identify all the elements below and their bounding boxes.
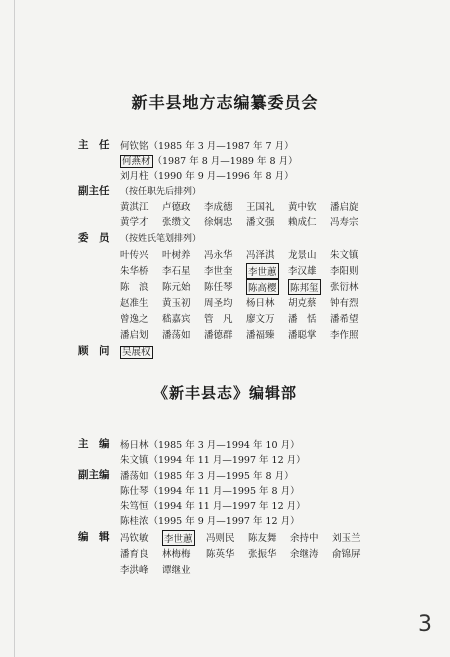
name-entry: 李汉雄 bbox=[288, 266, 317, 277]
name-entry: 赖成仁 bbox=[288, 217, 317, 228]
name-entry: 冯则民 bbox=[206, 533, 235, 544]
name-entry: 李石星 bbox=[162, 266, 191, 277]
name-entry: 曾逸之 bbox=[120, 314, 149, 325]
name-entry: 潘 恬 bbox=[288, 314, 317, 325]
name-entry: 冯永华 bbox=[204, 250, 233, 261]
director-line bbox=[120, 168, 294, 182]
name-entry: 李世蕙 bbox=[246, 263, 279, 279]
name-entry: 管 凡 bbox=[204, 314, 233, 325]
name-entry: 冯寿宗 bbox=[330, 217, 359, 228]
director-label: 主 任 bbox=[78, 139, 110, 151]
name-entry: 潘福臻 bbox=[246, 330, 275, 341]
name-entry: 钟有烈 bbox=[330, 298, 359, 309]
name-entry: 陈邦玺 bbox=[288, 279, 321, 295]
name-entry: 张振华 bbox=[248, 549, 277, 560]
editor-label: 编 辑 bbox=[78, 531, 110, 543]
name-entry: 潘荡如 bbox=[162, 330, 191, 341]
name-entry: 林梅梅 bbox=[162, 549, 191, 560]
name-entry: 陈元始 bbox=[162, 282, 191, 293]
name-entry: 俞锦屏 bbox=[332, 549, 361, 560]
committee-title: 新丰县地方志编纂委员会 bbox=[131, 93, 319, 112]
name-entry: 潘德群 bbox=[204, 330, 233, 341]
director-line bbox=[120, 153, 298, 167]
name-entry: 余继涛 bbox=[290, 549, 319, 560]
editorial-title: 《新丰县志》编辑部 bbox=[152, 384, 297, 402]
name-entry: 龙景山 bbox=[288, 250, 317, 261]
name-entry: 潘育良 bbox=[120, 549, 149, 560]
name-entry: 朱华桥 bbox=[120, 266, 149, 277]
name-entry: 陈英华 bbox=[206, 549, 235, 560]
name-entry: 徐炯忠 bbox=[204, 217, 233, 228]
vice-director-note: （按任职先后排列） bbox=[120, 187, 202, 197]
editor-term: （1994 年 11 月—1995 年 8 月） bbox=[148, 486, 300, 497]
name-entry: 张衍林 bbox=[330, 282, 359, 293]
name-entry: 李阳则 bbox=[330, 266, 359, 277]
page-number: 3 bbox=[418, 612, 432, 637]
name-entry: 潘聪掌 bbox=[288, 330, 317, 341]
name-entry: 刘玉兰 bbox=[332, 533, 361, 544]
name-entry: 李世奎 bbox=[204, 266, 233, 277]
editor-term: （1985 年 3 月—1994 年 10 月） bbox=[148, 440, 300, 451]
name-entry: 嵇嘉宾 bbox=[162, 314, 191, 325]
deputy-editor-line bbox=[120, 498, 306, 512]
director-name: 何燕材 bbox=[122, 156, 151, 167]
name-entry: 李世蕙 bbox=[162, 530, 195, 546]
name-entry: 胡克蔡 bbox=[288, 298, 317, 309]
name-entry: 潘希望 bbox=[330, 314, 359, 325]
name-entry: 谭继业 bbox=[162, 565, 191, 576]
name-entry: 李作照 bbox=[330, 330, 359, 341]
editor-term: （1994 年 11 月—1997 年 12 月） bbox=[148, 455, 306, 466]
member-label: 委 员 bbox=[78, 232, 110, 244]
name-entry: 陈友舞 bbox=[248, 533, 277, 544]
vice-director-label: 副主任 bbox=[78, 185, 110, 197]
editor-name: 杨日林 bbox=[120, 440, 149, 451]
name-entry: 王国礼 bbox=[246, 202, 275, 213]
name-entry: 陈 浪 bbox=[120, 282, 149, 293]
chief-editor-label: 主 编 bbox=[78, 438, 110, 450]
editor-name: 潘荡如 bbox=[120, 471, 149, 482]
director-line bbox=[120, 138, 294, 152]
name-entry: 黄学才 bbox=[120, 217, 149, 228]
name-entry: 叶传兴 bbox=[120, 250, 149, 261]
advisor-label: 顾 问 bbox=[78, 345, 110, 357]
name-entry: 朱文镇 bbox=[330, 250, 359, 261]
name-entry: 冯钦敏 bbox=[120, 533, 149, 544]
name-entry: 李成德 bbox=[204, 202, 233, 213]
editor-name: 朱文镇 bbox=[120, 455, 149, 466]
name-entry: 叶树养 bbox=[162, 250, 191, 261]
member-note: （按姓氏笔划排列） bbox=[120, 234, 202, 244]
deputy-editor-line bbox=[120, 483, 300, 497]
name-entry: 廖文万 bbox=[246, 314, 275, 325]
editor-name: 朱笃恒 bbox=[120, 501, 149, 512]
name-entry: 张缵文 bbox=[162, 217, 191, 228]
name-entry: 潘启旋 bbox=[330, 202, 359, 213]
name-entry: 余持中 bbox=[290, 533, 319, 544]
name-entry: 黄玉初 bbox=[162, 298, 191, 309]
editor-term: （1985 年 3 月—1995 年 8 月） bbox=[148, 471, 294, 482]
deputy-editor-line bbox=[120, 513, 300, 527]
deputy-editor-line bbox=[120, 468, 294, 482]
editor-term: （1994 年 11 月—1997 年 12 月） bbox=[148, 501, 306, 512]
advisor-line bbox=[120, 344, 153, 358]
editor-name: 陈仕琴 bbox=[120, 486, 149, 497]
name-entry: 卢德政 bbox=[162, 202, 191, 213]
director-term: （1985 年 3 月—1987 年 7 月） bbox=[148, 141, 294, 152]
name-entry: 冯泽淇 bbox=[246, 250, 275, 261]
director-name: 刘月柱 bbox=[120, 171, 149, 182]
director-name: 何钦铭 bbox=[120, 141, 149, 152]
advisor-name: 吴展权 bbox=[122, 347, 151, 358]
editor-term: （1995 年 9 月—1997 年 12 月） bbox=[148, 516, 300, 527]
editor-name: 陈桂浓 bbox=[120, 516, 149, 527]
name-entry: 潘文强 bbox=[246, 217, 275, 228]
name-entry: 李洪峰 bbox=[120, 565, 149, 576]
name-entry: 赵准生 bbox=[120, 298, 149, 309]
name-entry: 陈任琴 bbox=[204, 282, 233, 293]
name-entry: 黄中钦 bbox=[288, 202, 317, 213]
name-entry: 杨日林 bbox=[246, 298, 275, 309]
director-term: （1987 年 8 月—1989 年 8 月） bbox=[152, 156, 298, 167]
name-entry: 陈高樱 bbox=[246, 279, 279, 295]
name-entry: 潘启划 bbox=[120, 330, 149, 341]
chief-editor-line bbox=[120, 437, 300, 451]
name-entry: 周圣均 bbox=[204, 298, 233, 309]
name-entry: 黄淇江 bbox=[120, 202, 149, 213]
chief-editor-line bbox=[120, 452, 306, 466]
director-term: （1990 年 9 月—1996 年 8 月） bbox=[148, 171, 294, 182]
deputy-editor-label: 副主编 bbox=[78, 469, 110, 481]
